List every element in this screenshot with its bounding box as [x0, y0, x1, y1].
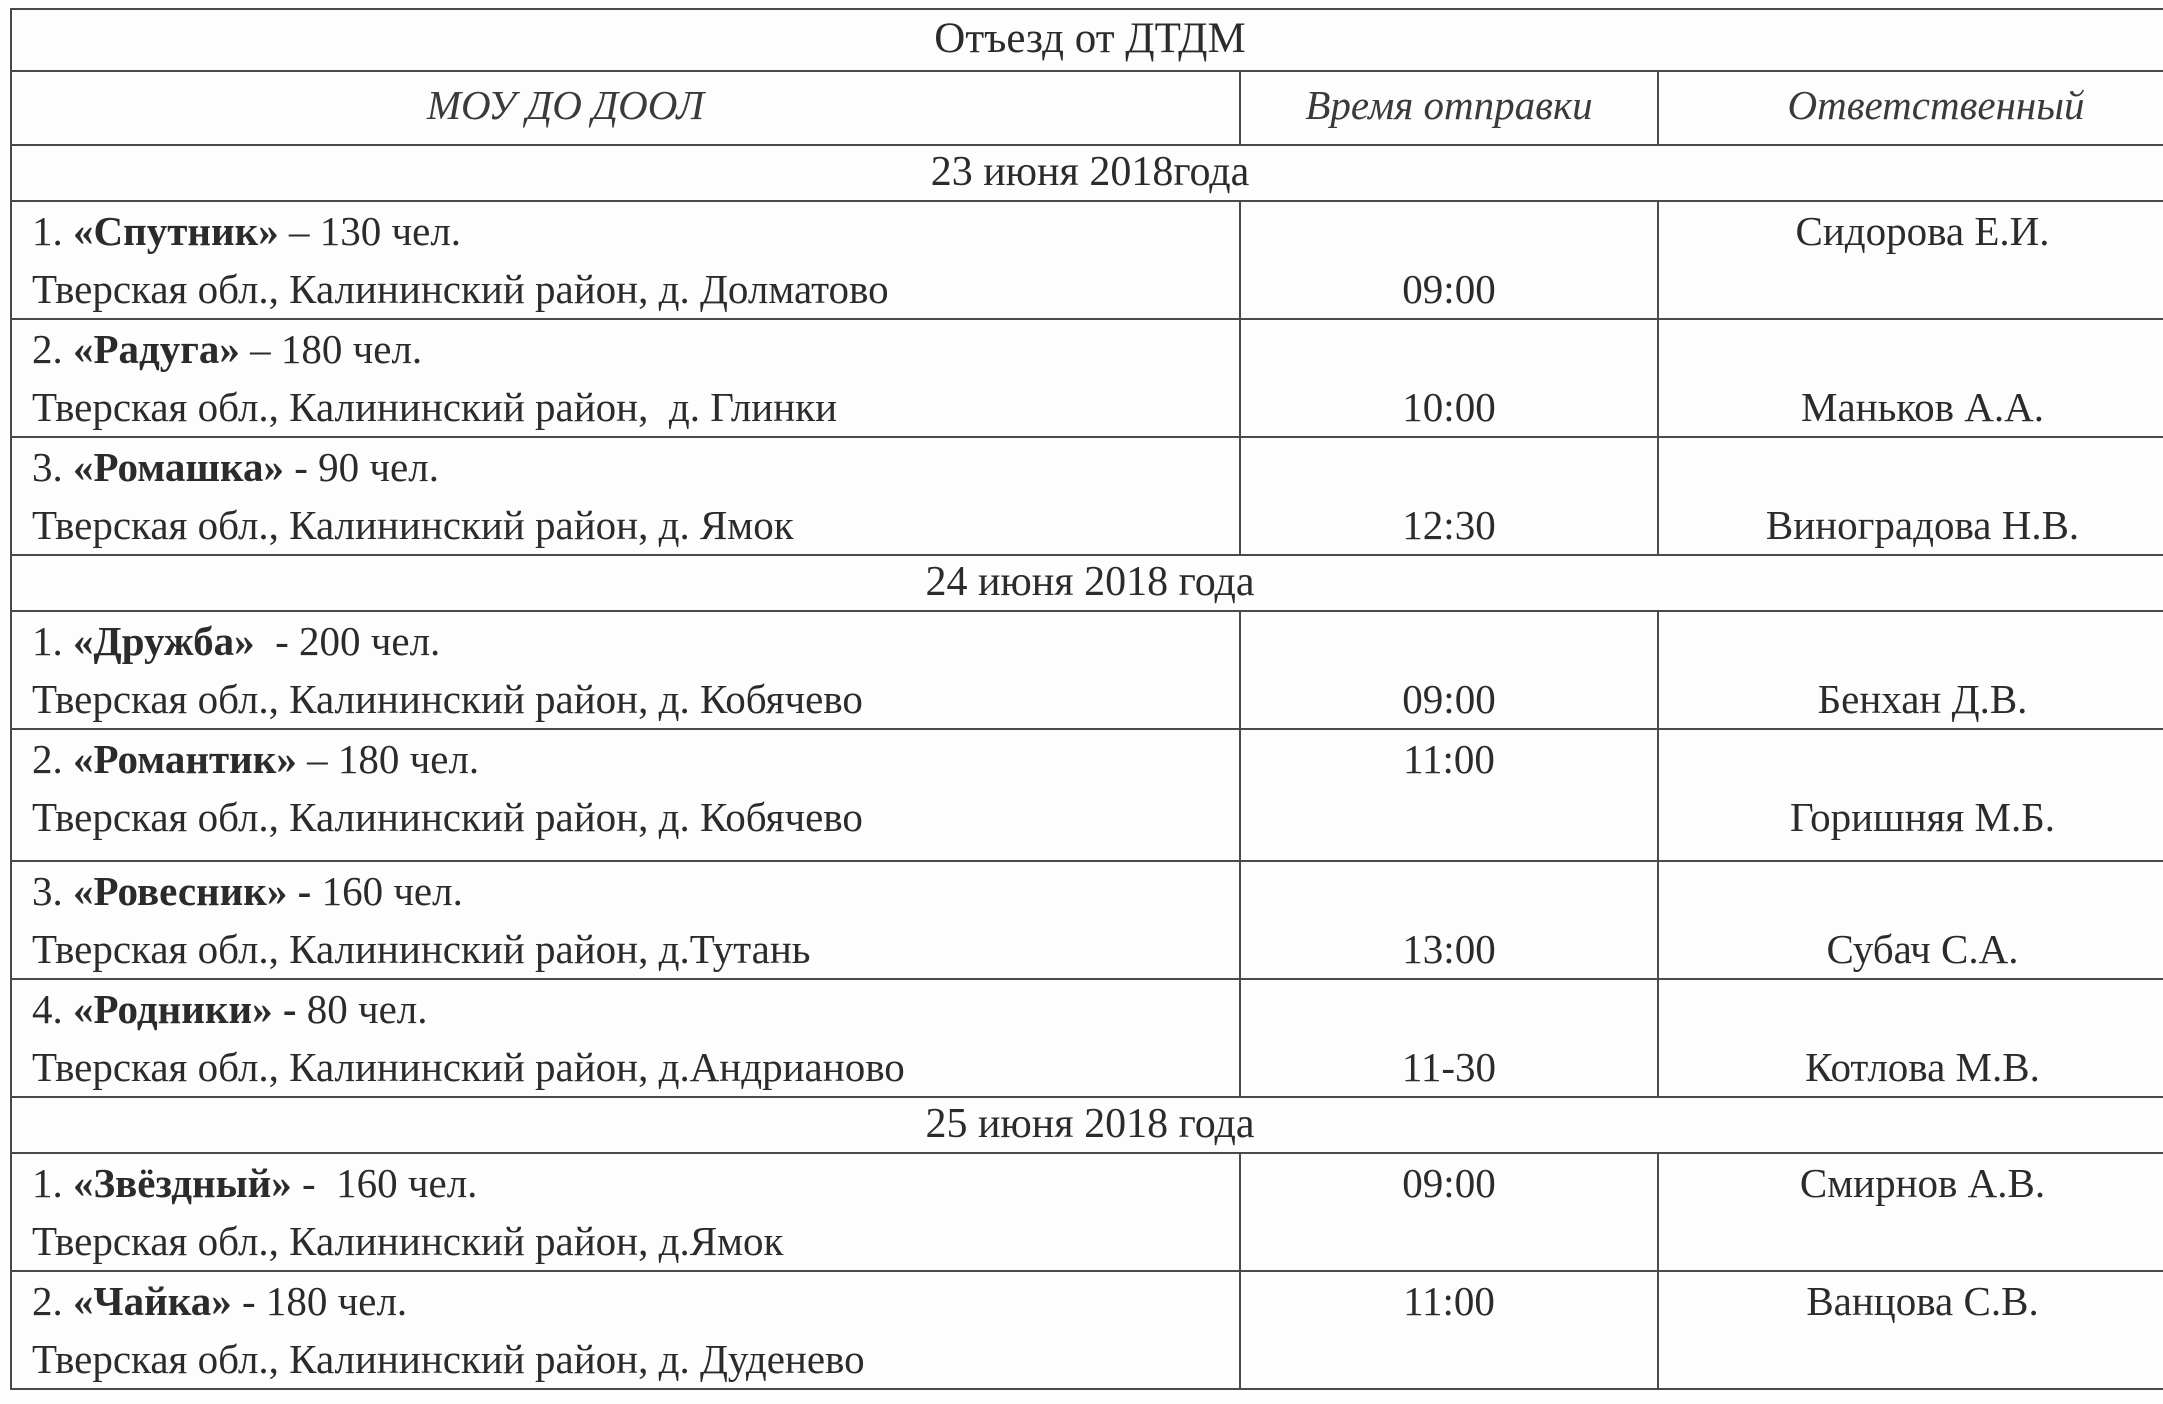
departure-time	[1241, 788, 1657, 846]
departure-time-cell	[1240, 1271, 1658, 1389]
camp-line	[32, 980, 1239, 1038]
table-title: Отъезд от ДТДМ	[11, 9, 2163, 71]
table-row	[11, 437, 2163, 555]
camp-name: «Ромашка»	[73, 444, 285, 490]
org-cell	[11, 1271, 1240, 1389]
responsible-cell	[1658, 861, 2163, 979]
responsible-name: Маньков А.А.	[1801, 384, 2044, 430]
table-title-row	[11, 9, 2163, 71]
departure-time: 13:00	[1402, 926, 1496, 972]
camp-line	[32, 1154, 1239, 1212]
departure-time-cell	[1240, 1153, 1658, 1271]
departure-time	[1241, 438, 1657, 496]
departure-time-cell	[1240, 319, 1658, 437]
departure-time: 11:00	[1403, 1278, 1495, 1324]
date-row	[11, 555, 2163, 611]
org-cell	[11, 861, 1240, 979]
responsible-name	[1677, 438, 2163, 496]
responsible-name: Бенхан Д.В.	[1817, 676, 2028, 722]
camp-count: - 200 чел.	[254, 618, 441, 664]
departure-time	[1241, 1212, 1657, 1270]
responsible-cell	[1658, 437, 2163, 555]
org-cell	[11, 201, 1240, 319]
org-cell	[11, 319, 1240, 437]
camp-address: Тверская обл., Калининский район, д. Глинки	[32, 384, 838, 430]
camp-number: 2.	[32, 326, 73, 372]
departure-time: 09:00	[1402, 676, 1496, 722]
camp-line	[32, 1272, 1239, 1330]
departure-time-cell	[1240, 729, 1658, 861]
camp-address: Тверская обл., Калининский район, д.Тутань	[32, 926, 811, 972]
camp-address: Тверская обл., Калининский район, д.Андрианово	[32, 1044, 905, 1090]
header-time: Время отправки	[1240, 71, 1658, 145]
departure-time	[1241, 612, 1657, 670]
org-cell	[11, 979, 1240, 1097]
camp-address: Тверская обл., Калининский район, д. Кобячево	[32, 794, 863, 840]
responsible-name: Сидорова Е.И.	[1795, 208, 2050, 254]
departure-time	[1241, 862, 1657, 920]
table-row	[11, 979, 2163, 1097]
camp-name: «Дружба»	[73, 618, 255, 664]
camp-number: 4.	[32, 986, 73, 1032]
camp-count: 160 чел.	[311, 868, 463, 914]
responsible-name: Котлова М.В.	[1805, 1044, 2040, 1090]
camp-address: Тверская обл., Калининский район, д.Ямок	[32, 1218, 784, 1264]
responsible-name	[1677, 1330, 2163, 1388]
responsible-cell	[1658, 979, 2163, 1097]
camp-number: 1.	[32, 618, 73, 664]
table-row	[11, 861, 2163, 979]
table-row	[11, 1271, 2163, 1389]
camp-count: – 180 чел.	[239, 326, 423, 372]
camp-address: Тверская обл., Калининский район, д. Дуденево	[32, 1336, 865, 1382]
org-cell	[11, 729, 1240, 861]
camp-count: - 180 чел.	[231, 1278, 408, 1324]
departure-time: 10:00	[1402, 384, 1496, 430]
responsible-name: Ванцова С.В.	[1806, 1278, 2039, 1324]
departure-time-cell	[1240, 611, 1658, 729]
responsible-name	[1677, 612, 2163, 670]
camp-name: «Звёздный»	[73, 1160, 292, 1206]
camp-name: «Ровесник» -	[73, 868, 312, 914]
date-row	[11, 1097, 2163, 1153]
camp-name: «Родники» -	[73, 986, 297, 1032]
responsible-name	[1677, 320, 2163, 378]
date-label: 25 июня 2018 года	[11, 1097, 2163, 1153]
camp-number: 1.	[32, 1160, 73, 1206]
responsible-cell	[1658, 729, 2163, 861]
header-org: МОУ ДО ДООЛ	[11, 71, 1240, 145]
camp-name: «Спутник»	[73, 208, 279, 254]
responsible-name	[1677, 862, 2163, 920]
responsible-cell	[1658, 1271, 2163, 1389]
camp-count: - 160 чел.	[291, 1160, 478, 1206]
departure-time	[1241, 980, 1657, 1038]
camp-line	[32, 320, 1239, 378]
camp-count: - 90 чел.	[284, 444, 439, 490]
org-cell	[11, 1153, 1240, 1271]
responsible-name: Смирнов А.В.	[1799, 1160, 2046, 1206]
responsible-cell	[1658, 201, 2163, 319]
camp-line	[32, 438, 1239, 496]
camp-line	[32, 202, 1239, 260]
responsible-name: Горишняя М.Б.	[1789, 794, 2056, 840]
departure-time: 09:00	[1402, 1160, 1496, 1206]
date-row	[11, 145, 2163, 201]
departure-time: 12:30	[1402, 502, 1496, 548]
camp-name: «Радуга»	[73, 326, 240, 372]
departure-time-cell	[1240, 437, 1658, 555]
camp-line	[32, 862, 1239, 920]
camp-count: – 180 чел.	[296, 736, 480, 782]
responsible-cell	[1658, 611, 2163, 729]
departure-time-cell	[1240, 201, 1658, 319]
departure-time-cell	[1240, 979, 1658, 1097]
org-cell	[11, 437, 1240, 555]
table-row	[11, 201, 2163, 319]
departure-time	[1241, 1330, 1657, 1388]
departure-time: 11-30	[1401, 1044, 1497, 1090]
camp-line	[32, 730, 1239, 788]
responsible-name: Субач С.А.	[1826, 926, 2019, 972]
camp-count: – 130 чел.	[278, 208, 462, 254]
date-label: 23 июня 2018года	[11, 145, 2163, 201]
departure-time	[1241, 202, 1657, 260]
responsible-name	[1677, 730, 2163, 788]
camp-name: «Романтик»	[73, 736, 297, 782]
responsible-name	[1677, 980, 2163, 1038]
camp-number: 2.	[32, 736, 73, 782]
table-header-row	[11, 71, 2163, 145]
responsible-cell	[1658, 319, 2163, 437]
table-row	[11, 611, 2163, 729]
camp-number: 1.	[32, 208, 73, 254]
responsible-name	[1677, 1212, 2163, 1270]
camp-count: 80 чел.	[296, 986, 428, 1032]
camp-address: Тверская обл., Калининский район, д. Ямок	[32, 502, 794, 548]
camp-address: Тверская обл., Калининский район, д. Долматово	[32, 266, 889, 312]
camp-name: «Чайка»	[73, 1278, 232, 1324]
date-label: 24 июня 2018 года	[11, 555, 2163, 611]
org-cell	[11, 611, 1240, 729]
departure-time-cell	[1240, 861, 1658, 979]
departure-time: 09:00	[1402, 266, 1496, 312]
camp-address: Тверская обл., Калининский район, д. Кобячево	[32, 676, 863, 722]
responsible-cell	[1658, 1153, 2163, 1271]
camp-number: 3.	[32, 444, 73, 490]
camp-number: 3.	[32, 868, 73, 914]
camp-number: 2.	[32, 1278, 73, 1324]
responsible-name	[1677, 260, 2163, 318]
table-row	[11, 729, 2163, 861]
table-row	[11, 1153, 2163, 1271]
departure-time: 11:00	[1403, 736, 1495, 782]
responsible-name: Виноградова Н.В.	[1765, 502, 2080, 548]
header-responsible: Ответственный	[1658, 71, 2163, 145]
departure-time	[1241, 320, 1657, 378]
camp-line	[32, 612, 1239, 670]
table-row	[11, 319, 2163, 437]
departure-schedule-table	[10, 8, 2163, 1390]
